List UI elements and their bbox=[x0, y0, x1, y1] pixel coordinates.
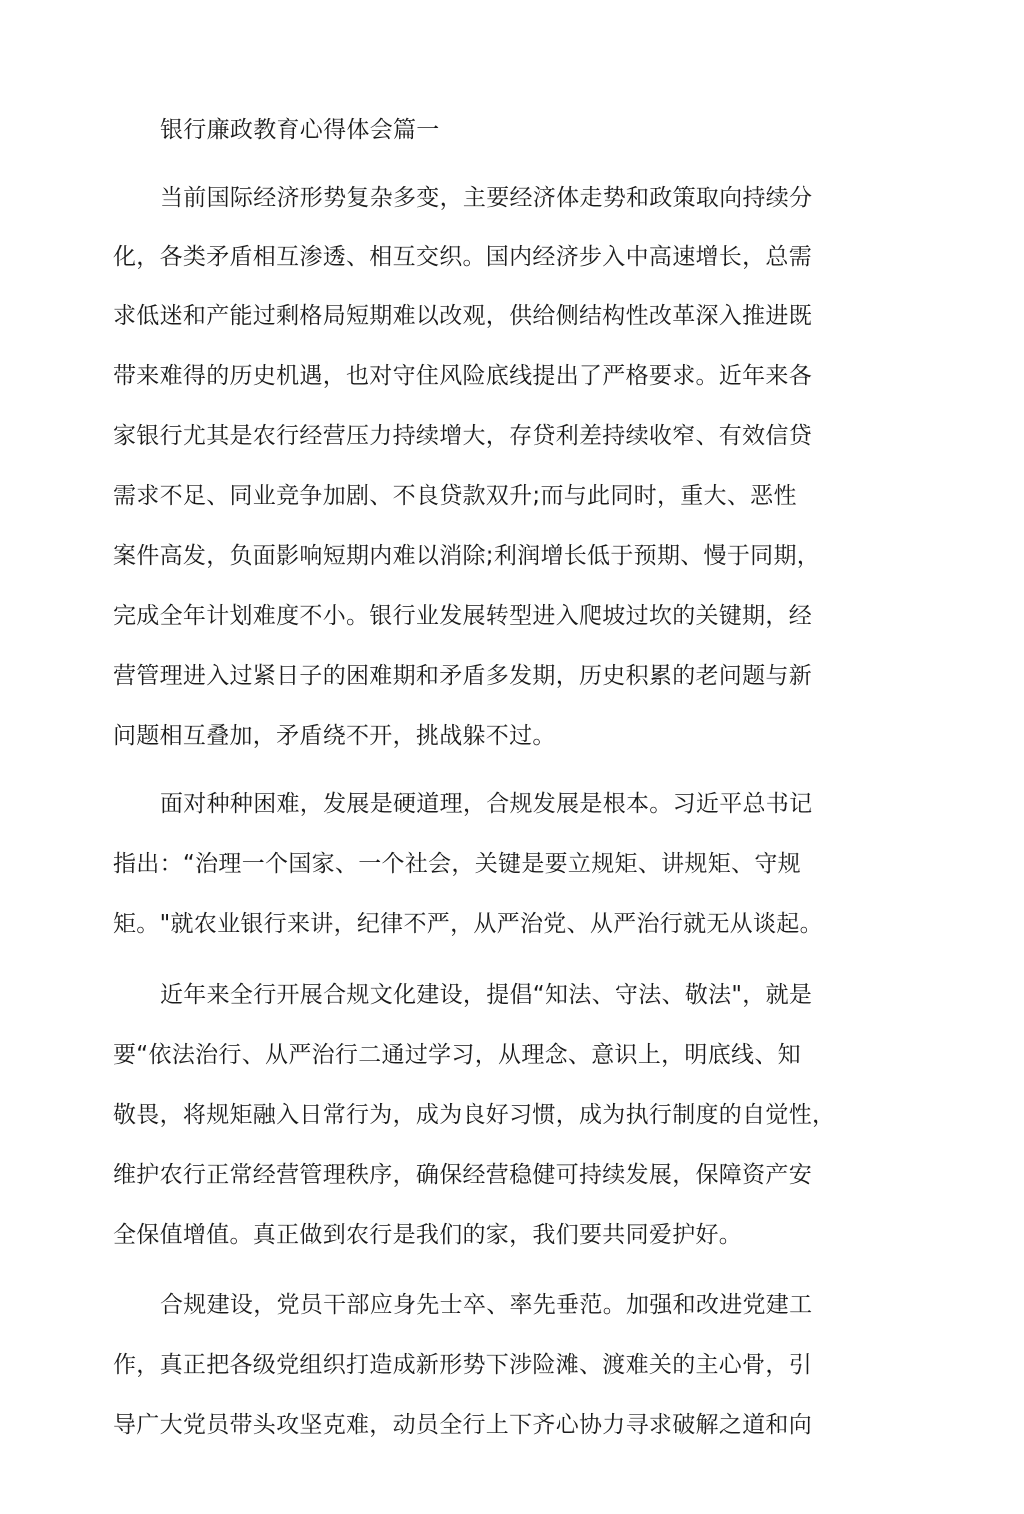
paragraph-line: 指出：“治理一个国家、一个社会，关键是要立规矩、讲规矩、守规 bbox=[113, 851, 801, 877]
paragraph-line: 近年来全行开展合规文化建设，提倡“知法、守法、敬法"，就是 bbox=[160, 982, 813, 1008]
paragraph-line: 化，各类矛盾相互渗透、相互交织。国内经济步入中高速增长，总需 bbox=[113, 244, 812, 270]
paragraph-line: 问题相互叠加，矛盾绕不开，挑战躲不过。 bbox=[113, 723, 556, 749]
paragraph-line: 维护农行正常经营管理秩序，确保经营稳健可持续发展，保障资产安 bbox=[113, 1162, 812, 1188]
paragraph-line: 案件高发，负面影响短期内难以消除;利润增长低于预期、慢于同期， bbox=[113, 543, 821, 569]
paragraph-line: 当前国际经济形势复杂多变，主要经济体走势和政策取向持续分 bbox=[160, 185, 813, 211]
paragraph-line: 合规建设，党员干部应身先士卒、率先垂范。加强和改进党建工 bbox=[160, 1292, 813, 1318]
paragraph-line: 作，真正把各级党组织打造成新形势下涉险滩、渡难关的主心骨，引 bbox=[113, 1352, 812, 1378]
paragraph-line: 营管理进入过紧日子的困难期和矛盾多发期，历史积累的老问题与新 bbox=[113, 663, 812, 689]
paragraph-line: 矩。"就农业银行来讲，纪律不严，从严治党、从严治行就无从谈起。 bbox=[113, 911, 823, 937]
paragraph-line: 完成全年计划难度不小。银行业发展转型进入爬坡过坎的关键期，经 bbox=[113, 603, 812, 629]
paragraph-line: 全保值增值。真正做到农行是我们的家，我们要共同爱护好。 bbox=[113, 1222, 743, 1248]
paragraph-line: 敬畏，将规矩融入日常行为，成为良好习惯，成为执行制度的自觉性， bbox=[113, 1102, 836, 1128]
paragraph-line: 带来难得的历史机遇，也对守住风险底线提出了严格要求。近年来各 bbox=[113, 363, 812, 389]
paragraph-line: 家银行尤其是农行经营压力持续增大，存贷利差持续收窄、有效信贷 bbox=[113, 423, 812, 449]
paragraph-line: 导广大党员带头攻坚克难，动员全行上下齐心协力寻求破解之道和向 bbox=[113, 1412, 812, 1438]
paragraph-line: 面对种种困难，发展是硬道理，合规发展是根本。习近平总书记 bbox=[160, 791, 813, 817]
paragraph-line: 要“依法治行、从严治行二通过学习，从理念、意识上，明底线、知 bbox=[113, 1042, 801, 1068]
paragraph-line: 需求不足、同业竞争加剧、不良贷款双升;而与此同时，重大、恶性 bbox=[113, 483, 797, 509]
paragraph-line: 求低迷和产能过剩格局短期难以改观，供给侧结构性改革深入推进既 bbox=[113, 303, 812, 329]
document-title: 银行廉政教育心得体会篇一 bbox=[160, 117, 440, 143]
